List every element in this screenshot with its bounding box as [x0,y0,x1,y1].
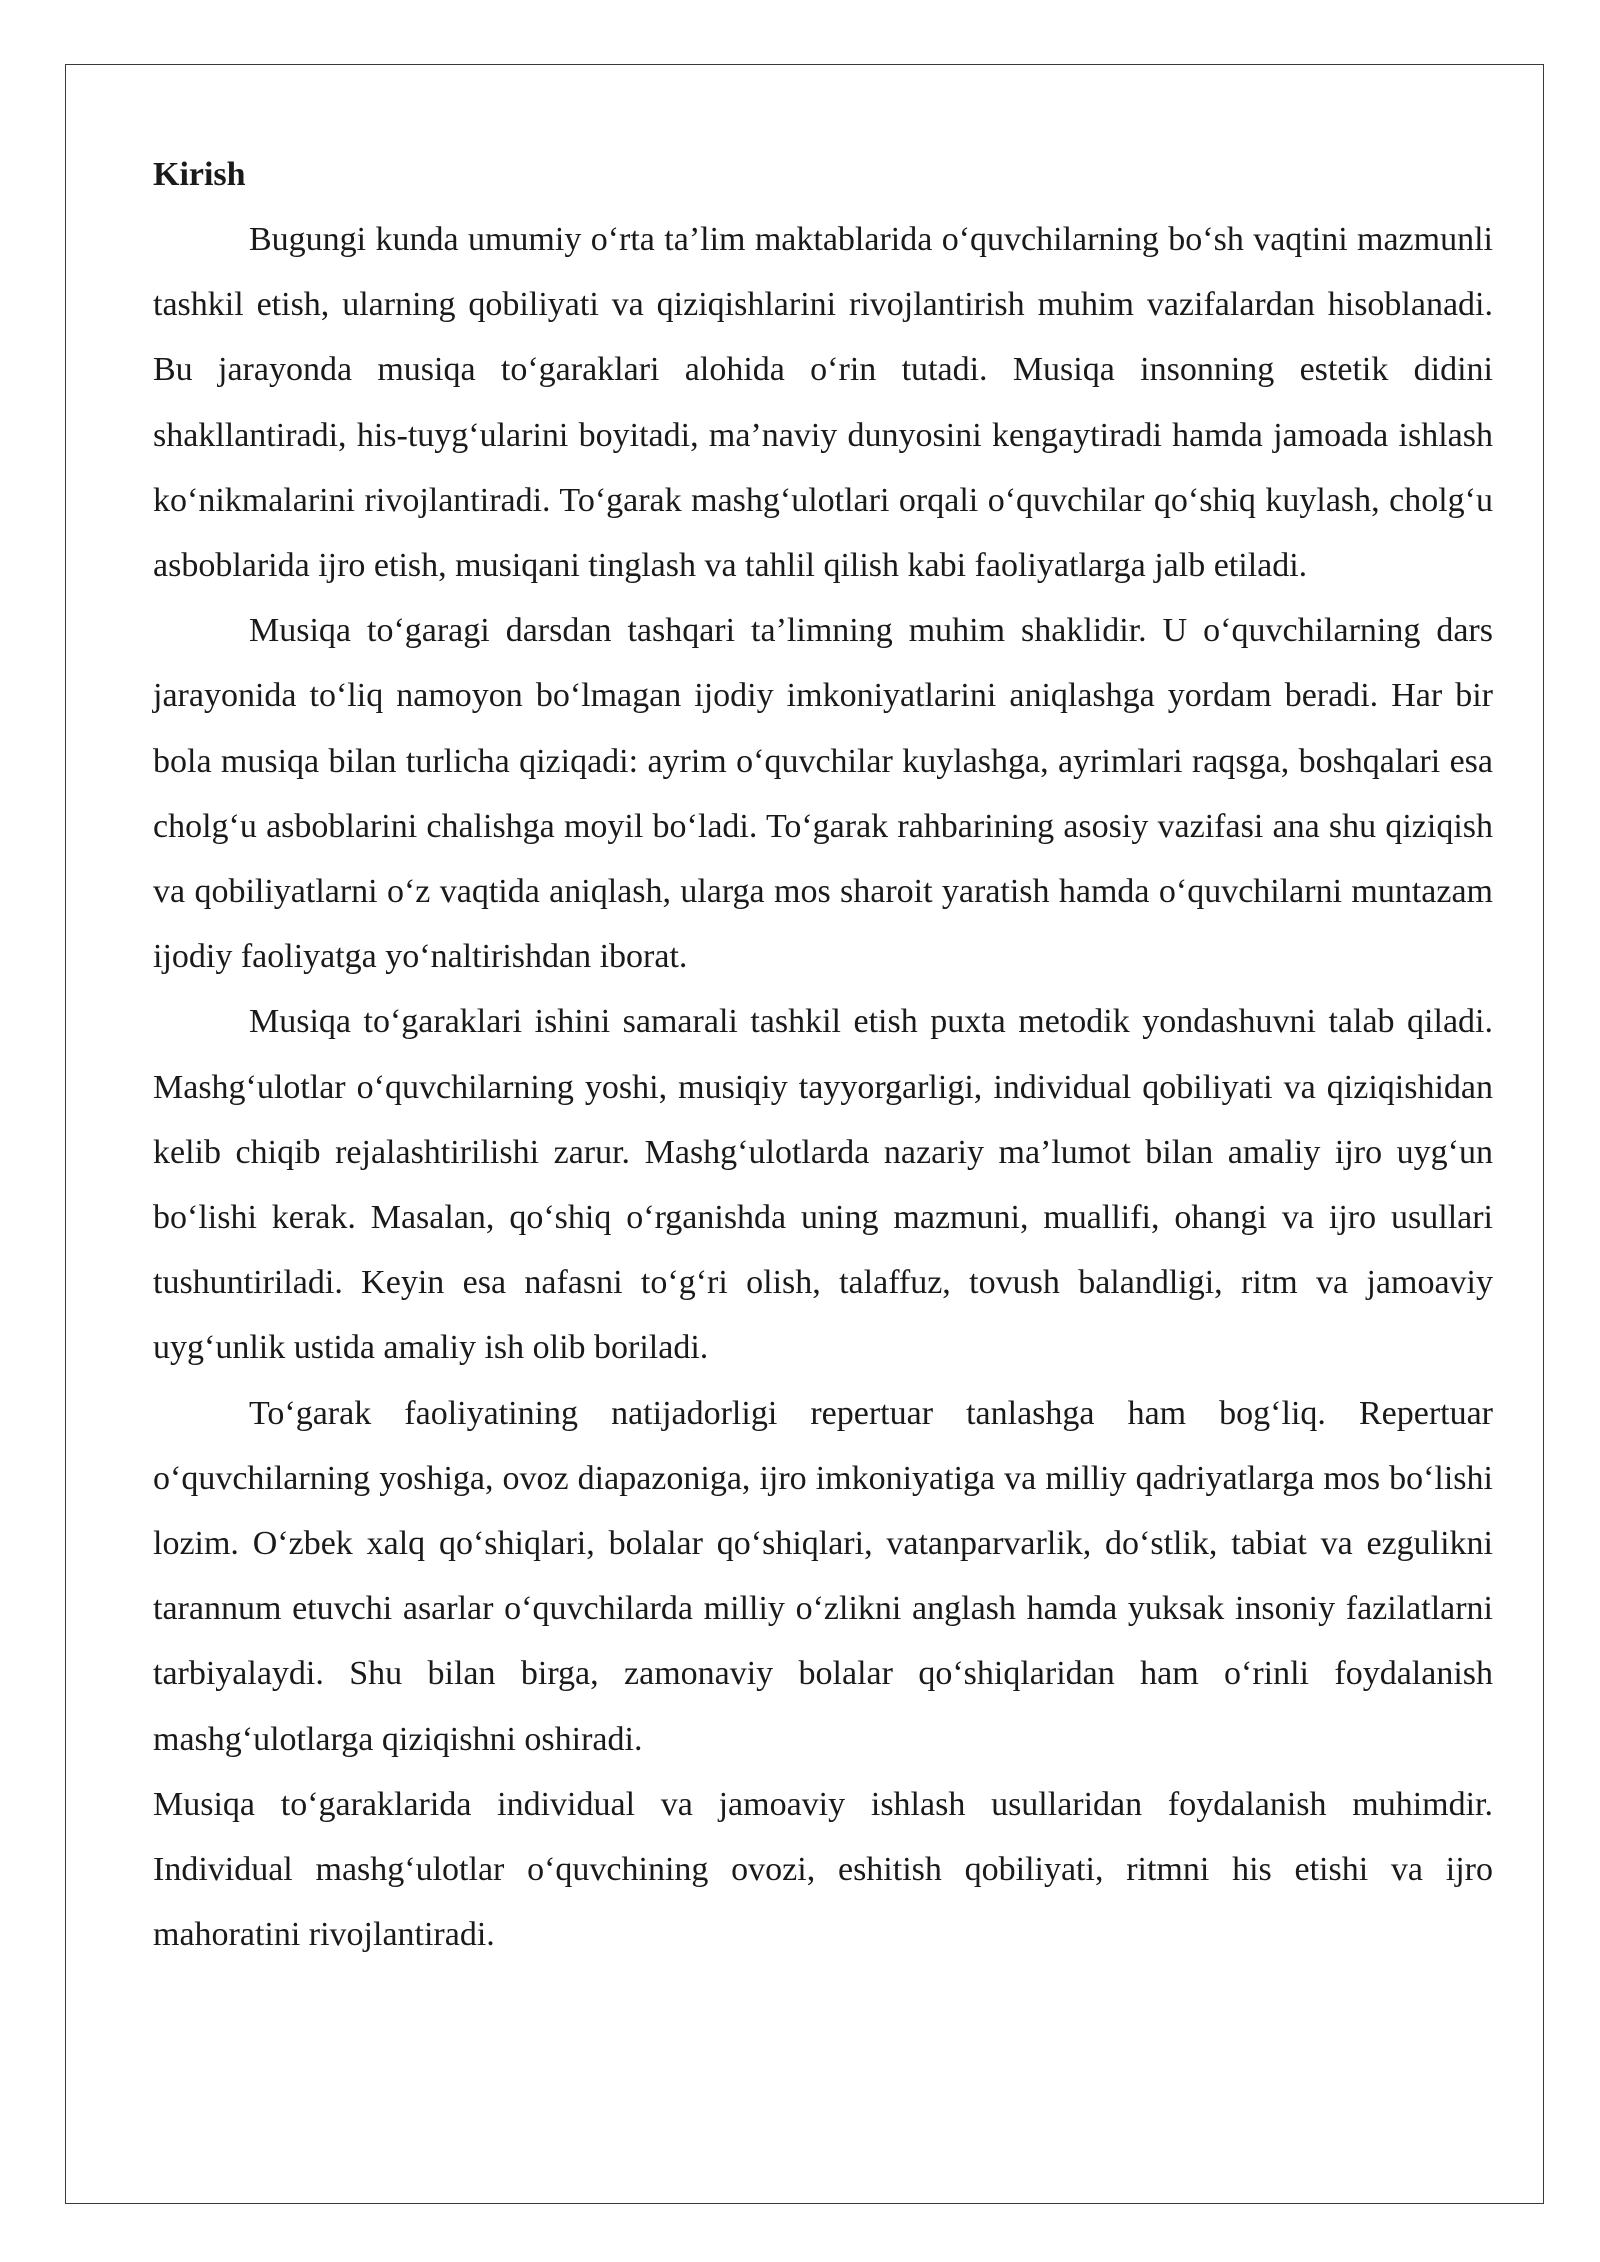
paragraph-5: Musiqa to‘garaklarida individual va jamoaviy ishlash usullaridan foydalanish muhimdir. Individual mashg‘ulotlar o‘quvchining ovozi, eshitish qobiliyati, ritmni his etishi va ijro mahoratini rivojlantiradi. [153,1785,1493,1954]
paragraph-4: To‘garak faoliyatining natijadorligi repertuar tanlashga ham bog‘liq. Repertuar o‘quvchilarning yoshiga, ovoz diapazoniga, ijro imkoniyatiga va milliy qadriyatlarga mos bo‘lishi lozim. O‘zbek xalq qo‘shiqlari, bolalar qo‘shiqlari, vatanparvarlik, do‘stlik, tabiat va ezgulikni tarannum etuvchi asarlar o‘quvchilarda milliy o‘zlikni anglash hamda yuksak insoniy fazilatlarni tarbiyalaydi. Shu bilan birga, zamonaviy bolalar qo‘shiqlaridan ham o‘rinli foydalanish mashg‘ulotlarga qiziqishni oshiradi. [153,1394,1493,1758]
document-body [153,145,1493,1967]
section-heading: Kirish [153,156,246,193]
paragraph-1: Bugungi kunda umumiy o‘rta ta’lim maktablarida o‘quvchilarning bo‘sh vaqtini mazmunli tashkil etish, ularning qobiliyati va qiziqishlarini rivojlantirish muhim vazifalardan hisoblanadi. Bu jarayonda musiqa to‘garaklari alohida o‘rin tutadi. Musiqa insonning estetik didini shakllantiradi, his-tuyg‘ularini boyitadi, ma’naviy dunyosini kengaytiradi hamda jamoada ishlash ko‘nikmalarini rivojlantiradi. To‘garak mashg‘ulotlari orqali o‘quvchilar qo‘shiq kuylash, cholg‘u asboblarida ijro etish, musiqani tinglash va tahlil qilish kabi faoliyatlarga jalb etiladi. [153,221,1493,585]
paragraph-3: Musiqa to‘garaklari ishini samarali tashkil etish puxta metodik yondashuvni talab qiladi. Mashg‘ulotlar o‘quvchilarning yoshi, musiqiy tayyorgarligi, individual qobiliyati va qiziqishidan kelib chiqib rejalashtirilishi zarur. Mashg‘ulotlarda nazariy ma’lumot bilan amaliy ijro uyg‘un bo‘lishi kerak. Masalan, qo‘shiq o‘rganishda uning mazmuni, muallifi, ohangi va ijro usullari tushuntiriladi. Keyin esa nafasni to‘g‘ri olish, talaffuz, tovush balandligi, ritm va jamoaviy uyg‘unlik ustida amaliy ish olib boriladi. [153,1003,1493,1367]
paragraph-2: Musiqa to‘garagi darsdan tashqari ta’limning muhim shaklidir. U o‘quvchilarning dars jarayonida to‘liq namoyon bo‘lmagan ijodiy imkoniyatlarini aniqlashga yordam beradi. Har bir bola musiqa bilan turlicha qiziqadi: ayrim o‘quvchilar kuylashga, ayrimlari raqsga, boshqalari esa cholg‘u asboblarini chalishga moyil bo‘ladi. To‘garak rahbarining asosiy vazifasi ana shu qiziqish va qobiliyatlarni o‘z vaqtida aniqlash, ularga mos sharoit yaratish hamda o‘quvchilarni muntazam ijodiy faoliyatga yo‘naltirishdan iborat. [153,612,1493,976]
